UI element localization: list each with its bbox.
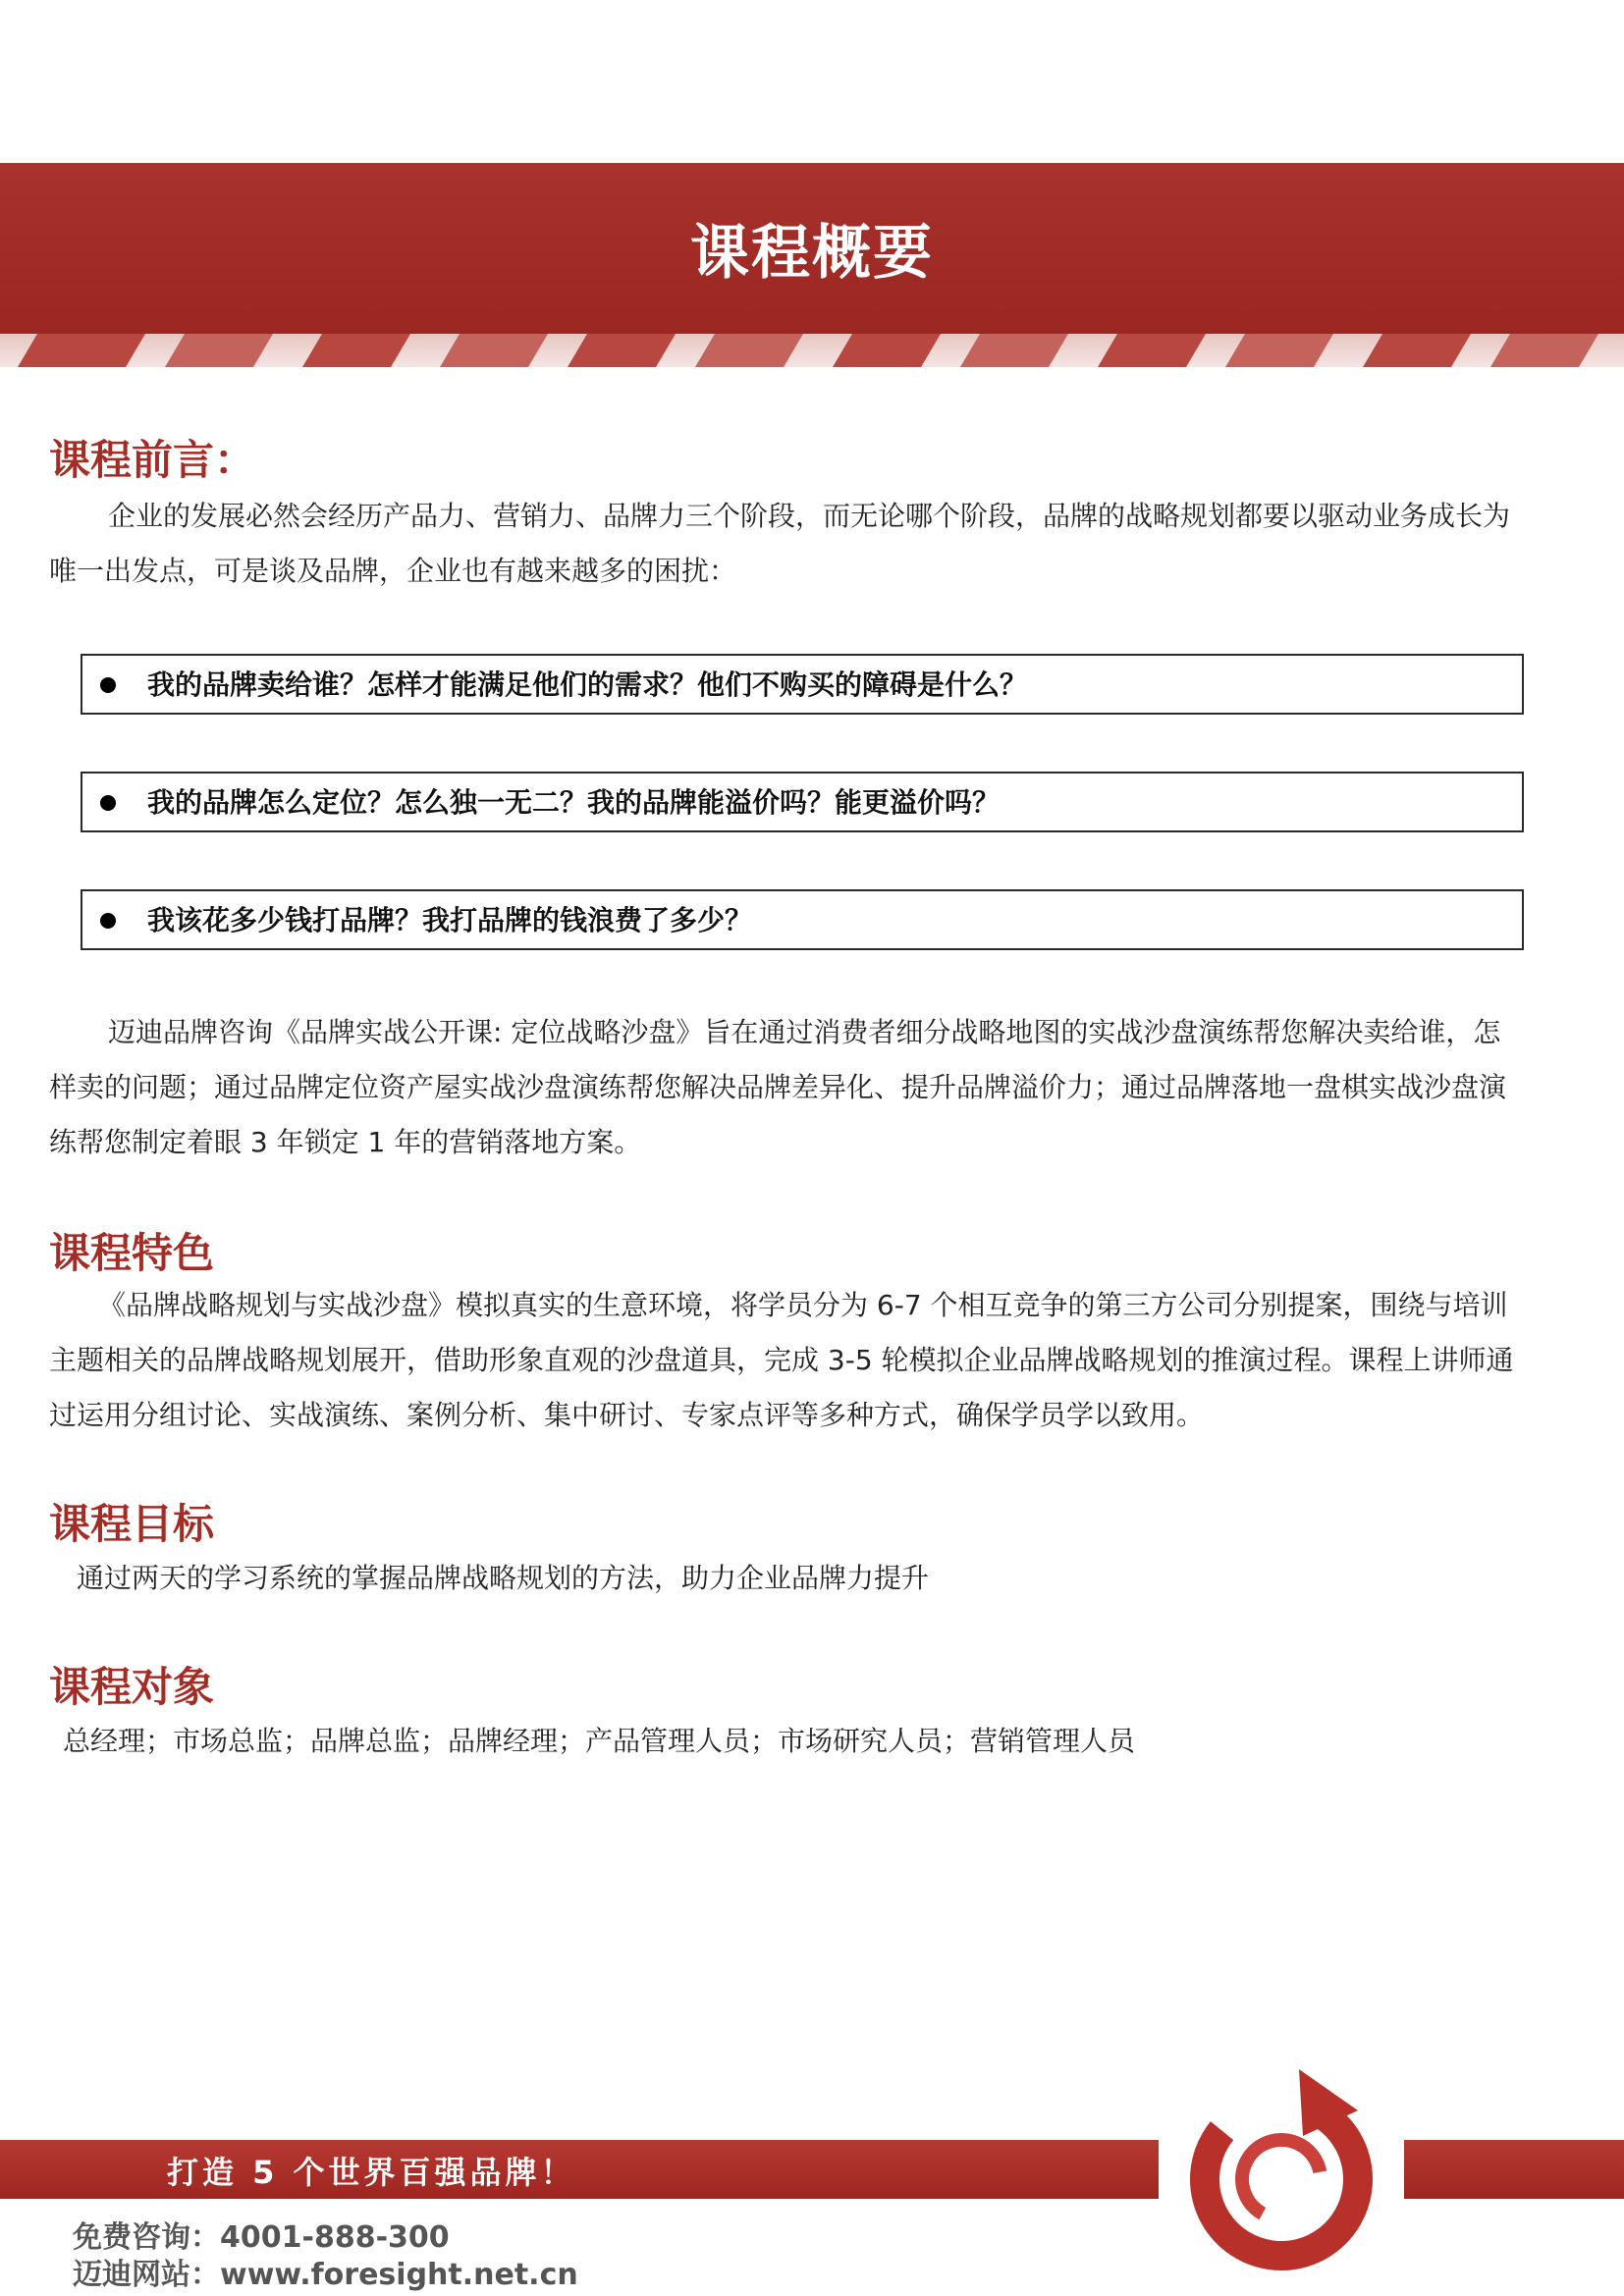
question-box-2 [81,772,1524,832]
question-text-1: 我的品牌卖给谁？怎样才能满足他们的需求？他们不购买的障碍是什么？ [147,668,1028,701]
page-title: 课程概要 [690,219,934,288]
features-text: 《品牌战略规划与实战沙盘》模拟真实的生意环境，将学员分为 6-7 个相互竞争的第三方公司分别提案，围绕与培训主题相关的品牌战略规划展开，借助形象直观的沙盘道具，完成 3-5 轮模拟企业品牌战略规划的推演过程。课程上讲师通过运用分组讨论、实战演练、案例分析、集中研讨、专家点评等多种方式，确保学员学以致用。 [49,1289,1514,1431]
audience-text: 总经理；市场总监；品牌总监；品牌经理；产品管理人员；市场研究人员；营销管理人员 [63,1725,1136,1757]
contact-phone: 免费咨询：4001-888-300 [73,2220,450,2255]
question-text-2: 我的品牌怎么定位？怎么独一无二？我的品牌能溢价吗？能更溢价吗？ [147,786,1001,819]
bullet-icon [100,795,116,811]
question-text-3: 我该花多少钱打品牌？我打品牌的钱浪费了多少？ [147,904,753,936]
footer-slogan: 打造 5 个世界百强品牌！ [167,2154,576,2191]
preface-intro: 企业的发展必然会经历产品力、营销力、品牌力三个阶段，而无论哪个阶段，品牌的战略规划都要以驱动业务成长为唯一出发点，可是谈及品牌，企业也有越来越多的困扰： [49,500,1511,587]
audience-heading: 课程对象 [49,1663,215,1711]
question-box-1 [81,654,1524,715]
preface-heading: 课程前言： [49,436,256,484]
goals-heading: 课程目标 [49,1500,215,1548]
logo-icon [1183,2061,1380,2277]
preface-summary: 迈迪品牌咨询《品牌实战公开课: 定位战略沙盘》旨在通过消费者细分战略地图的实战沙盘演练帮您解决卖给谁，怎样卖的问题；通过品牌定位资产屋实战沙盘演练帮您解决品牌差异化、提升品牌溢价力；通过品牌落地一盘棋实战沙盘演练帮您制定着眼 3 年锁定 1 年的营销落地方案。 [49,1016,1507,1158]
goals-text: 通过两天的学习系统的掌握品牌战略规划的方法，助力企业品牌力提升 [77,1562,930,1594]
stripe-pattern [0,334,1624,367]
contact-website[interactable]: 迈迪网站：www.foresight.net.cn [73,2258,578,2292]
features-heading: 课程特色 [49,1229,215,1277]
question-box-3 [81,889,1524,950]
footer-bar-right [1404,2140,1624,2199]
bullet-icon [100,677,116,693]
bullet-icon [100,913,116,929]
header-decor-stripes [0,334,1624,367]
